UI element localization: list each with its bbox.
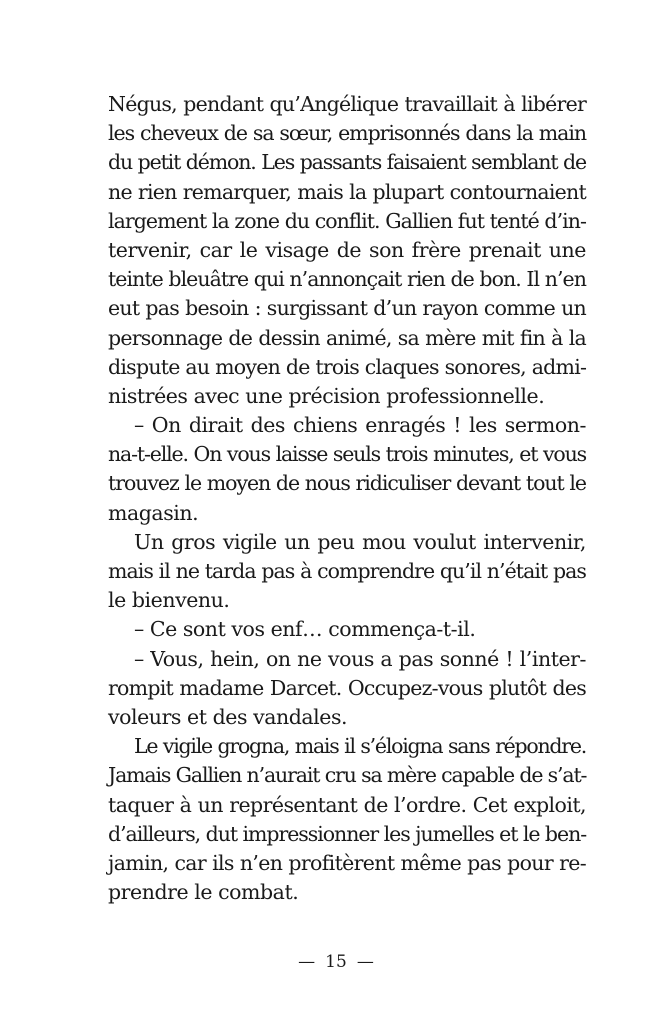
text-line: dispute au moyen de trois claques sonores, admi- [108, 354, 587, 379]
text-line: les cheveux de sa sœur, emprisonnés dans la main [108, 121, 586, 146]
text-line: – On dirait des chiens enragés ! les sermon- [134, 413, 586, 438]
text-line: Jamais Gallien n’aurait cru sa mère capable de s’at- [108, 763, 587, 788]
text-line: voleurs et des vandales. [108, 704, 348, 729]
text-line: na-t-elle. On vous laisse seuls trois minutes, et vous [108, 442, 586, 467]
text-line: magasin. [108, 500, 199, 525]
folio-dash-left: — [298, 952, 316, 972]
text-line: taquer à un représentant de l’ordre. Cet exploit, [108, 792, 586, 817]
text-line: Un gros vigile un peu mou voulut intervenir, [134, 529, 586, 554]
text-line: – Vous, hein, on ne vous a pas sonné ! l’inter- [134, 646, 586, 671]
text-line: du petit démon. Les passants faisaient semblant de [108, 150, 586, 175]
page-number [0, 950, 672, 974]
text-line: mais il ne tarda pas à comprendre qu’il n’était pas [108, 559, 586, 583]
text-line: ne rien remarquer, mais la plupart contournaient [108, 179, 586, 204]
text-line: le bienvenu. [108, 588, 230, 613]
text-line: teinte bleuâtre qui n’annonçait rien de bon. Il n’en [108, 267, 586, 292]
body-text [108, 90, 586, 907]
text-line: jamin, car ils n’en profitèrent même pas pour re- [108, 850, 586, 875]
text-line: – Ce sont vos enf… commença-t-il. [134, 617, 476, 642]
text-line: personnage de dessin animé, sa mère mit fin à la [108, 325, 586, 350]
text-line: nistrées avec une précision professionnelle. [108, 383, 545, 408]
folio-dash-right: — [356, 952, 374, 972]
text-line: d’ailleurs, dut impressionner les jumelles et le ben- [108, 821, 587, 846]
text-line: largement la zone du conflit. Gallien fut tenté d’in- [108, 208, 586, 233]
text-line: Négus, pendant qu’Angélique travaillait à libérer [108, 92, 586, 116]
text-line: Le vigile grogna, mais il s’éloigna sans répondre. [134, 734, 586, 759]
text-line: trouvez le moyen de nous ridiculiser devant tout le [108, 471, 586, 496]
text-line: eut pas besoin : surgissant d’un rayon comme un [108, 296, 586, 321]
text-line: rompit madame Darcet. Occupez-vous plutôt des [108, 675, 586, 700]
text-line: tervenir, car le visage de son frère prenait une [108, 237, 586, 262]
page-number-value: 15 [325, 952, 347, 972]
text-line: prendre le combat. [108, 880, 299, 905]
